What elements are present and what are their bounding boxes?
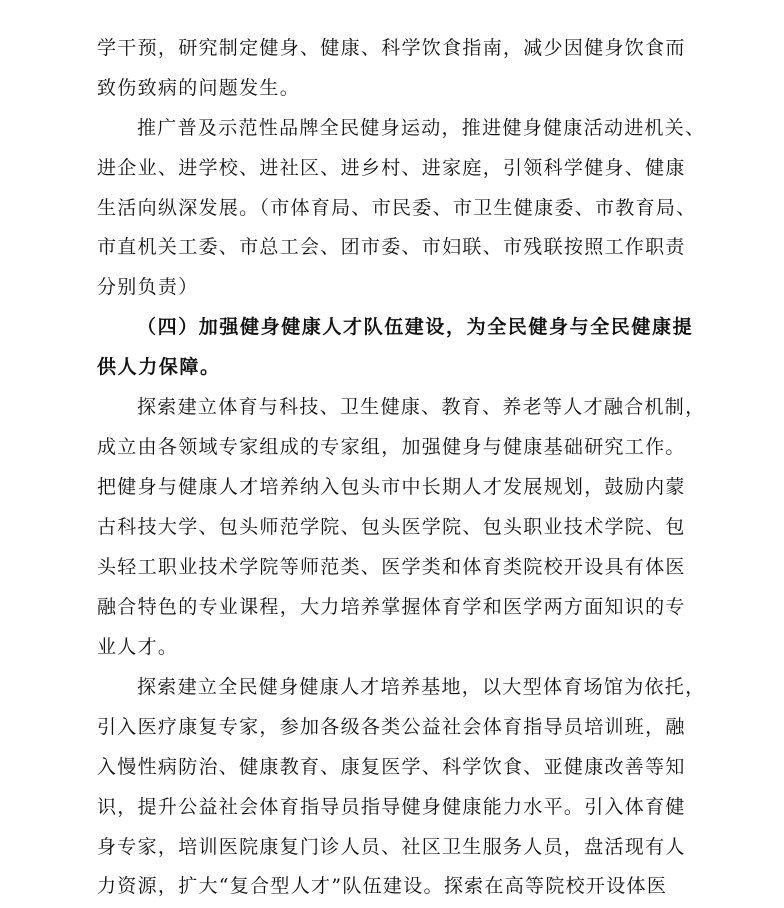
- paragraph-3-line-2: 成立由各领域专家组成的专家组，加强健身与健康基础研究工作。: [97, 436, 686, 458]
- paragraph-3-line-7: 业人才。: [97, 636, 179, 658]
- paragraph-2-line-1: 推广普及示范性品牌全民健身运动，推进健身健康活动进机关、: [137, 117, 706, 139]
- paragraph-1-line-1: 学干预，研究制定健身、健康、科学饮食指南，减少因健身饮食而: [97, 37, 686, 59]
- paragraph-2-line-3: 生活向纵深发展。（市体育局、市民委、市卫生健康委、市教育局、: [97, 197, 697, 219]
- paragraph-3-line-5: 头轻工职业技术学院等师范类、医学类和体育类院校开设具有体医: [97, 556, 686, 578]
- paragraph-3-line-6: 融合特色的专业课程，大力培养掌握体育学和医学两方面知识的专: [97, 596, 686, 618]
- paragraph-2-line-5: 分别负责）: [97, 276, 199, 298]
- paragraph-2-line-4: 市直机关工委、市总工会、团市委、市妇联、市残联按照工作职责: [97, 236, 686, 258]
- paragraph-4-line-2: 引入医疗康复专家，参加各级各类公益社会体育指导员培训班，融: [97, 716, 686, 738]
- section-heading-line-2: 供人力保障。: [97, 356, 221, 378]
- paragraph-3-line-1: 探索建立体育与科技、卫生健康、教育、养老等人才融合机制，: [137, 396, 706, 418]
- paragraph-4-line-1: 探索建立全民健身健康人才培养基地，以大型体育场馆为依托，: [137, 676, 706, 698]
- paragraph-1-line-2: 致伤致病的问题发生。: [97, 77, 301, 99]
- paragraph-4-line-6: 力资源，扩大“复合型人才”队伍建设。探索在高等院校开设体医: [97, 875, 668, 897]
- paragraph-4-line-3: 入慢性病防治、健康教育、康复医学、科学饮食、亚健康改善等知: [97, 756, 686, 778]
- paragraph-4-line-4: 识，提升公益社会体育指导员指导健身健康能力水平。引入体育健: [97, 796, 686, 818]
- section-heading-line-1: （四）加强健身健康人才队伍建设，为全民健身与全民健康提: [137, 316, 694, 338]
- paragraph-3-line-3: 把健身与健康人才培养纳入包头市中长期人才发展规划，鼓励内蒙: [97, 476, 686, 498]
- paragraph-3-line-4: 古科技大学、包头师范学院、包头医学院、包头职业技术学院、包: [97, 516, 686, 538]
- paragraph-4-line-5: 身专家，培训医院康复门诊人员、社区卫生服务人员，盘活现有人: [97, 836, 686, 858]
- paragraph-2-line-2: 进企业、进学校、进社区、进乡村、进家庭，引领科学健身、健康: [97, 157, 686, 179]
